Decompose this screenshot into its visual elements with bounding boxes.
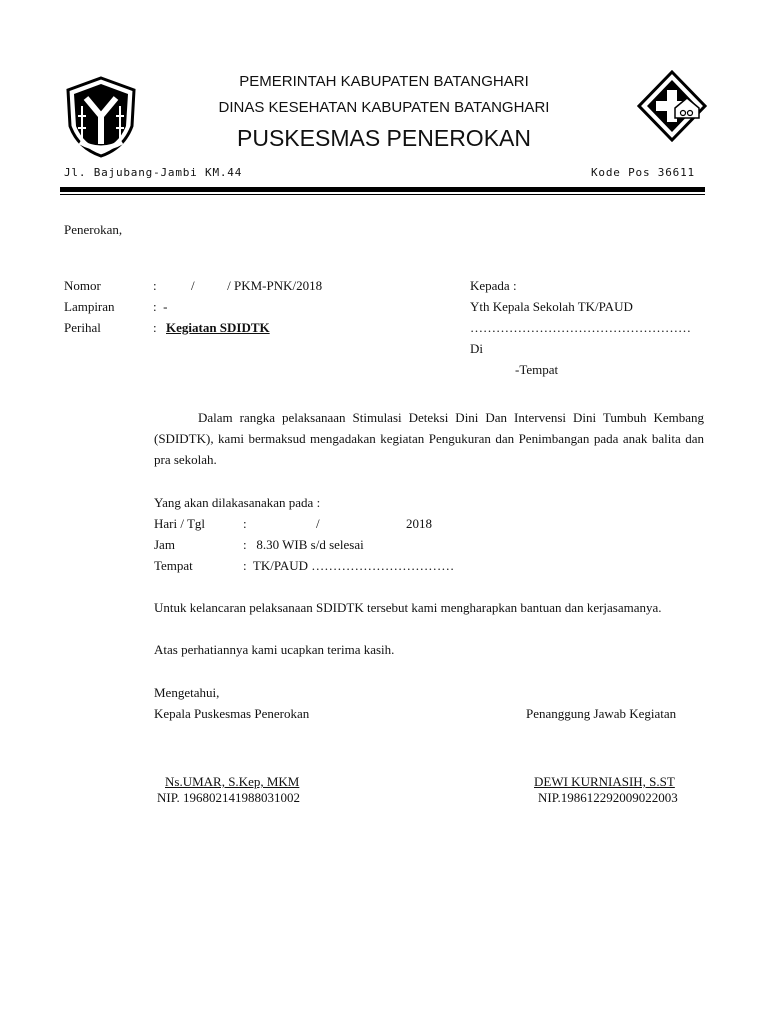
- nomor-value: / / PKM-PNK/2018: [191, 278, 323, 293]
- postcode: Kode Pos 36611: [591, 166, 695, 179]
- perihal-value: Kegiatan SDIDTK: [166, 320, 270, 335]
- hari-label: Hari / Tgl: [154, 516, 206, 531]
- header-line-3: PUSKESMAS PENEROKAN: [237, 125, 531, 151]
- recipient-kepada: Kepada :: [470, 278, 517, 293]
- body-paragraph-3: Atas perhatiannya kami ucapkan terima kasih.: [154, 642, 395, 657]
- header-line-1: PEMERINTAH KABUPATEN BATANGHARI: [239, 73, 529, 90]
- sign-right-title: Penanggung Jawab Kegiatan: [526, 706, 677, 721]
- nomor-colon: :: [153, 278, 157, 293]
- address: Jl. Bajubang-Jambi KM.44: [64, 166, 243, 179]
- header-line-2: DINAS KESEHATAN KABUPATEN BATANGHARI: [218, 99, 550, 116]
- body-paragraph-2: Untuk kelancaran pelaksanaan SDIDTK tersebut kami mengharapkan bantuan dan kerjasamanya.: [154, 600, 662, 615]
- hari-colon: :: [243, 516, 247, 531]
- recipient-dots: ……………………………………………: [470, 320, 691, 335]
- letter-place: Penerokan,: [64, 222, 123, 237]
- sign-left-title: Kepala Puskesmas Penerokan: [154, 706, 310, 721]
- sign-right-name: DEWI KURNIASIH, S.ST: [534, 774, 675, 789]
- nomor-label: Nomor: [64, 278, 101, 293]
- hari-slash: /: [316, 516, 320, 531]
- sign-left-name: Ns.UMAR, S.Kep, MKM: [165, 774, 300, 789]
- recipient-yth: Yth Kepala Sekolah TK/PAUD: [470, 299, 633, 314]
- puskesmas-logo-icon: [637, 70, 707, 142]
- body-paragraph-1: Dalam rangka pelaksanaan Stimulasi Deteksi Dini Dan Intervensi Dini Tumbuh Kembang (SDIDTK), kami bermaksud mengadakan kegiatan Pengukuran dan Penimbangan pada anak balita dan pra sekolah.: [154, 410, 704, 467]
- lampiran-label: Lampiran: [64, 299, 115, 314]
- recipient-di: Di: [470, 341, 483, 356]
- sign-left-nip: NIP. 196802141988031002: [157, 790, 301, 805]
- hari-year: 2018: [406, 516, 432, 531]
- jam-label: Jam: [154, 537, 175, 552]
- schedule-intro: Yang akan dilakasanakan pada :: [154, 495, 321, 510]
- perihal-label: Perihal: [64, 320, 101, 335]
- header-rule-thin: [60, 194, 705, 195]
- tempat-label: Tempat: [154, 558, 193, 573]
- recipient-tempat: -Tempat: [515, 362, 559, 377]
- mengetahui: Mengetahui,: [154, 685, 220, 700]
- jam-value: : 8.30 WIB s/d selesai: [243, 537, 364, 552]
- tempat-value: : TK/PAUD ……………………………: [243, 558, 455, 573]
- header-rule-thick: [60, 187, 705, 192]
- lampiran-value: : -: [153, 299, 168, 314]
- perihal-colon: :: [153, 320, 157, 335]
- sign-right-nip: NIP.198612292009022003: [538, 790, 678, 805]
